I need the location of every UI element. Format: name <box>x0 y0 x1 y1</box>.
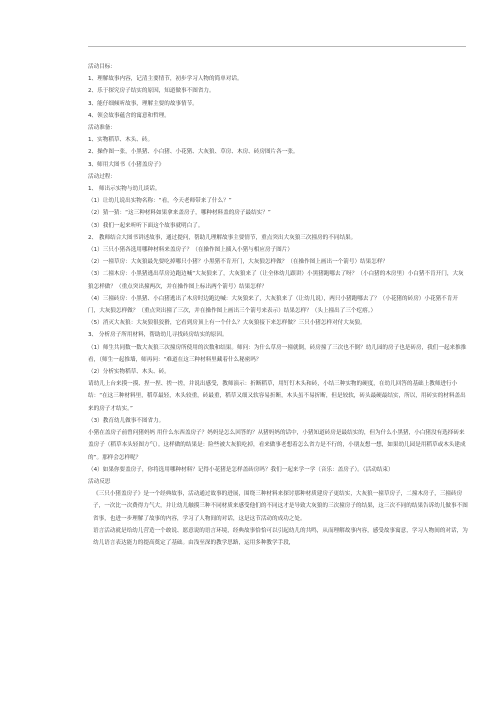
text-line: （3）教育幼儿做事不图省力。 <box>88 417 165 424</box>
text-line: （3）二撞木房：小黑猪逃出草房边跑边喊“大灰狼来了，大灰狼来了（让全体幼儿跟讲）小黑猪跑哪去了呀？（小白猪的木房里）小白猪不肯开门，大灰狼怎样做？（重点突出撞两次，并在操作图上标出两个箭号）结果怎样？ <box>88 271 464 290</box>
text-line: （1）三只小猪各选用哪种材料来盖房子？（在操作图上插入小猪与相应房子图片） <box>88 247 293 254</box>
text-line: （1）师生共同数一数大灰狼三次撞房所使用的次数和结果。师问：为什么草房一撞就倒，砖房撞了三次也不倒？幼儿园的房子也是砖房，我们一起来推推看，（师生一起推墙，师再问：“难道在这三种材料里藏着什么秘密吗？ <box>88 344 467 363</box>
text-line: 活动准备： <box>88 125 116 132</box>
document-body <box>88 61 468 549</box>
text-line: 3、能仔细倾听故事，理解主要的故事情节。 <box>88 100 198 107</box>
text-line: （2）分析实物稻草、木头、砖。 <box>88 369 170 376</box>
text-line: 请幼儿上台来摸一摸、捏一捏、搓一搓，并说出感受，教师演示：折断稻草，用钉钉木头和砖，小结三种实物的硬度，在幼儿回答的基础上教师进行小结：“在这三种材料里，稻草最轻，木头较重，砖最重，稻草又细又软容易折断，木头虽不易折断，但是较软，砖头最硬最结实，所以，用砖实的材料盖出来的房子才结实。” <box>88 381 466 412</box>
text-line: 《三只小猪盖房子》是一个经典故事，活动通过故事的进展，围绕三种材料来探讨那种材质建房子更结实，大灰狼一撞草房子，二撞木房子，三撞砖房子，一次比一次费得力气大，并让幼儿触摸三种不同材质来感受他们的不同这才是导致大灰狼的三次撞房子的结果，这三次不同的结果告诉幼儿做事不图省事，也进一步理解了故事的内容，学习了人物间的对话，这是这节活动的成功之处。 <box>93 491 468 522</box>
text-line: 小猪在盖房子前曾问猪妈妈 用什么东西盖房子？妈妈是怎么回答的？从猪妈妈的话中，小猪知道砖房是最结实的，但为什么小黑猪，小白猪没有选择砖来盖房子（稻草本头轻图方气）。这样做的结果是：险些被大灰狼吃掉，看来做事老想着怎么省力是不行的，小朋友想一想，如果幼儿园是用稻草或木头建成的”。那样会怎样呢？ <box>88 430 466 461</box>
text-line: （4）如果你要盖房子，你将选用哪种材料？记得小花猪是怎样盖砖房吗？我们一起来学一学（音乐：盖房子）。（活动结束） <box>88 466 394 473</box>
text-line: 2、操作图一张，小黑猪、小白猪、小花猪、大灰狼、草房、木房、砖房图片各一张。 <box>88 149 299 156</box>
text-line: 活动反思 <box>88 478 111 485</box>
text-line: （5）消灭大灰狼：大灰狼很狡猾，它看到房顶上有一个什么？大灰狼接下来怎样做？三只小猪怎样对付大灰狼。 <box>88 320 366 327</box>
text-line: （2）一撞草房：大灰狼最先要吃掉哪只小猪？小黑猪不肯开门，大灰狼怎样做？（在操作图上画出一个箭号）结果怎样？ <box>88 259 389 266</box>
text-line: （2）猜一猜：“这三种材料如果拿来盖房子，哪种材料盖的房子最结实？” <box>88 210 271 217</box>
text-line: 4、领会故事蕴含的寓意和哲理。 <box>88 112 170 119</box>
text-line: （3）我们一起来听听下面这个故事就明白了。 <box>88 222 204 229</box>
text-line: 活动过程： <box>88 173 116 180</box>
text-line: 1、理解故事内容，记清主要情节，初步学习人物的简单对话。 <box>88 76 243 83</box>
text-line: 2、 教师结合大图书讲述故事，通过提问，帮助儿理解故事主要情节，重点突出大灰狼三次撞房的不同结果。 <box>88 234 357 241</box>
text-line: 1、 师出示实物与幼儿谈话。 <box>88 186 161 193</box>
text-line: 3、 分析房子所用材料，帮助幼儿寻找砖房结实的原因。 <box>88 332 228 339</box>
text-line: 2、乐于探究房子结实的原因，知道做事不图省力。 <box>88 88 215 95</box>
text-line: 1、实物稻草、木头、砖。 <box>88 137 154 144</box>
text-line: 语言活动就是给幼儿营造一个敢说、愿意说的语言环境，经典故事恰恰可以引起幼儿的共鸣，从而理解故事内容，感受故事寓意，学习人物间的对话，为幼儿语言表达能力的提高奠定了基础。由浅至深的教学思路，运用多种教学手段， <box>93 527 468 546</box>
text-line: （4）三撞砖房：小黑猪、小白猪逃出了木房时边跑边喊：大灰狼来了，大灰狼来了（让幼儿说），两只小猪跑哪去了？（小花猪的砖房）小花猪不肯开门，大灰狼怎样做？（重点突出撞了三次，并在操作图上画出三个箭号来表示）结果怎样？（头上撞出了三个疙瘩。） <box>88 295 458 315</box>
header-rule <box>88 46 466 47</box>
text-line: 活动目标： <box>88 64 116 70</box>
text-line: （1）让幼儿说出实物名称：“看，今天老师带来了什么？” <box>88 198 232 205</box>
text-line: 3、师用大图书《小猪盖房子》 <box>88 161 165 168</box>
